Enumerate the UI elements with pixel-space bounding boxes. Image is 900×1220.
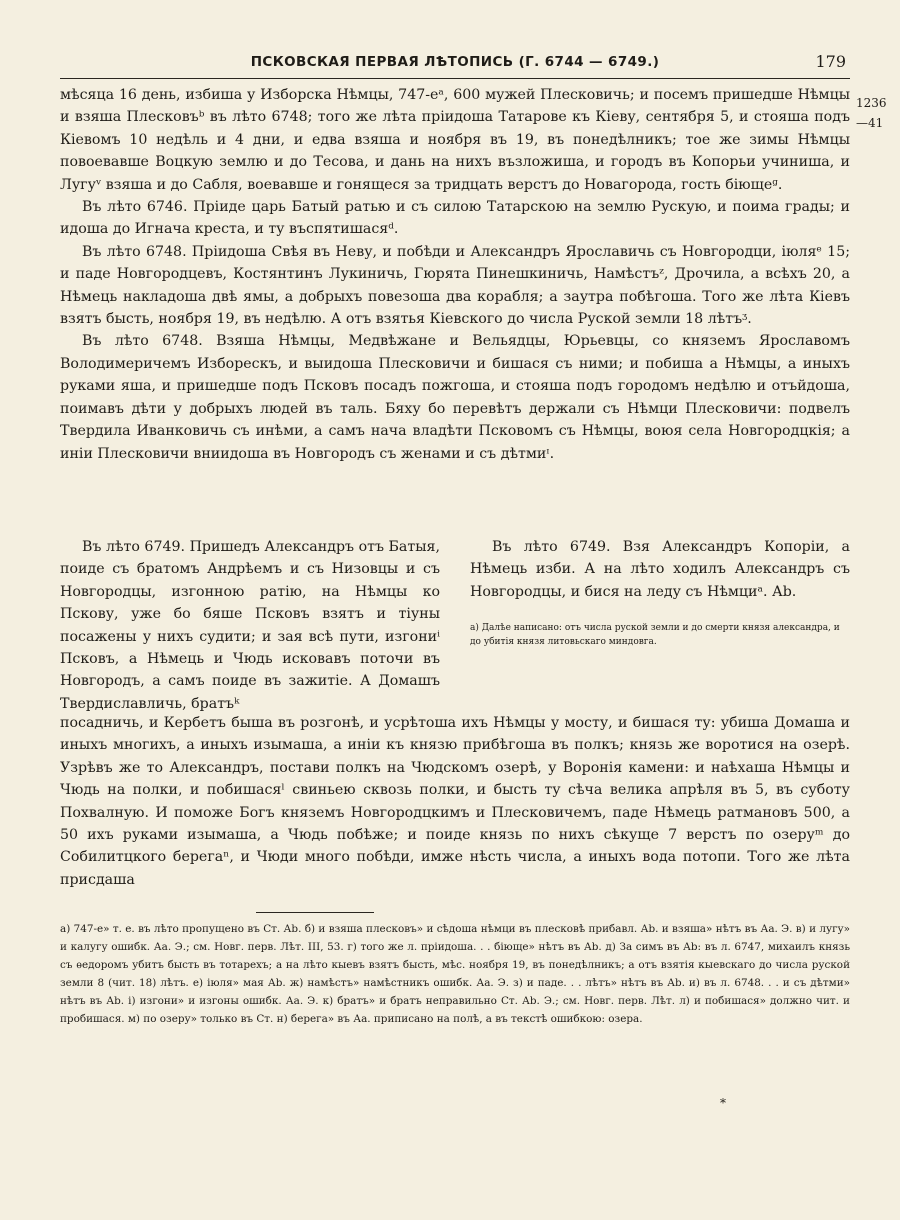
paragraph-3: Въ лѣто 6748. Прiидоша Свѣя въ Неву, и побѣди и Александръ Ярославичь съ Новгородци, iюляᵉ 15; и паде Новгородцевъ, Костянтинъ Лукиничь, Гюрята Пинешкиничь, Намѣстъᶻ, Дрочила, а всѣхъ 20, а Нѣмець накладоша двѣ ямы, а добрыхъ повезоша два корабля; а заутра побѣгоша. Того же лѣта Кiевъ взятъ бысть, ноября 19, въ недѣлю. А отъ взятья Кiевского до числа Руской земли 18 лѣтъᶾ. [60,243,850,328]
page-number: 179 [815,52,846,71]
margin-year-1: 1236 [856,96,887,110]
paragraph-2: Въ лѣто 6746. Прiиде царь Батый ратью и съ силою Татарскою на землю Рускую, и поима грады; и идоша до Игнача креста, и ту въспятишасяᵈ. [60,199,850,238]
running-title: ПСКОВСКАЯ ПЕРВАЯ ЛѢТОПИСЬ (Г. 6744 — 6749.) [250,54,660,70]
right-column-note: а) Далѣе написано: отъ числа руской земли и до смерти князя александра, и до убитiя князя литовьскаго миндовга. [470,623,840,648]
footnote-rule [256,912,374,913]
footnote-block: а) 747-е» т. е. въ лѣто пропущено въ Ст. Аb. б) и взяша плесковъ» и сѣдоша нѣмци въ плесковѣ прибавл. Аb. и взяша» нѣтъ въ Аа. Э. в) и лугу» и калугу ошибк. Аа. Э.; см. Новг. перв. Лѣт. III, 53. г) того же л. прiидоша. . . бiюще» нѣтъ въ Аb. д) За симъ въ Аb: въ л. 6747, михаилъ князь съ ѳедоромъ убитъ бысть въ тотарехъ; а на лѣто кыевъ взятъ бысть, мѣс. ноября 19, въ понедѣлникъ; а отъ взятiя кыевскаго до числа руской земли 8 (чит. 18) лѣтъ. е) iюля» мая Аb. ж) намѣстъ» намѣстникъ ошибк. Аа. Э. з) и паде. . . лѣтъ» нѣтъ въ Аb. и) въ л. 6748. . . и съ дѣтми» нѣтъ въ Аb. i) изгони» и изгоны ошибк. Аа. Э. к) братъ» и братъ неправильно Ст. Аb. Э.; см. Новг. перв. Лѣт. л) и побишася» должно чит. и пробишася. м) по озеру» только въ Ст. н) берега» въ Аа. приписано на полѣ, а въ текстѣ ошибкою: озера. [60,923,850,1025]
paragraph-bottom: посадничь, и Кербетъ быша въ розгонѣ, и усрѣтоша ихъ Нѣмцы у мосту, и бишася ту: убиша Домаша и иныхъ многихъ, а иныхъ изымаша, а инiи къ князю прибѣгоша въ полкъ; князь же воротися на озерѣ. Узрѣвъ же то Александръ, постави полкъ на Чюдскомъ озерѣ, у Воронiя камени: и наѣхаша Нѣмцы и Чюдь на полки, и побишасяˡ свиньею сквозь полки, и бысть ту сѣча велика апрѣля въ 5, въ суботу Похвалную. И поможе Богъ княземъ Новгородцкимъ и Плесковичемъ, паде Нѣмець ратмановъ 500, а 50 ихъ руками изымаша, а Чюдь побѣже; и поиде князь по нихъ сѣкуще 7 верстъ по озеруᵐ до Собилитцкого берегаⁿ, и Чюди много побѣди, имже нѣсть числа, а иныхъ вода потопи. Того же лѣта присдаша [60,715,850,888]
paragraph-4: Въ лѣто 6748. Взяша Нѣмцы, Медвѣжане и Вельядцы, Юрьевцы, со княземъ Ярославомъ Володимеричемъ Изборескъ, и выидоша Плесковичи и бишася съ ними; и побиша а Нѣмцы, а иныхъ руками яша, и пришедше подъ Псковъ посадъ пожгоша, и стояша подъ городомъ недѣлю и отъйдоша, поимавъ дѣти у добрыхъ людей въ таль. Бяху бо перевѣтъ держали съ Нѣмци Плесковичи: подвелъ Твердила Иванковичь съ инѣми, а самъ нача владѣти Псковомъ съ Нѣмцы, воюя села Новгородцкiя; а инiи Плесковичи вниидоша въ Новгородъ съ женами и съ дѣтмиᶦ. [60,333,850,462]
end-mark: * [720,1096,726,1110]
two-column-section [60,536,850,712]
main-text-bottom [60,712,850,891]
left-column [60,536,440,715]
right-column-text: Въ лѣто 6749. Взя Александръ Копорiи, а Нѣмець изби. А на лѣто ходилъ Александръ съ Новгородцы, и бися на леду съ Нѣмциᵃ. Аb. [470,539,850,600]
left-column-text: Въ лѣто 6749. Пришедъ Александръ отъ Батыя, поиде съ братомъ Андрѣемъ и съ Низовцы и съ Новгородцы, изгонною ратiю, на Нѣмцы ко Пскову, уже бо бяше Псковъ взятъ и тiуны посажены у нихъ судити; и зая всѣ пути, изгониⁱ Псковъ, а Нѣмець и Чюдь исковавъ поточи въ Новгородъ, а самъ поиде въ зажитiе. А Домашъ Твердиславличь, братъᵏ [60,539,440,712]
footnotes [60,920,850,1028]
margin-year-2: —41 [856,116,884,130]
page-header [60,48,850,79]
paragraph-1: мѣсяца 16 день, избиша у Изборска Нѣмцы, 747-еᵃ, 600 мужей Плесковичь; и посемъ пришедше Нѣмцы и взяша Плесковъᵇ въ лѣто 6748; того же лѣта прiидоша Татарове къ Кiеву, сентября 5, и стояша подъ Кiевомъ 10 недѣль и 4 дни, и едва взяша и ноября въ 19, въ понедѣлникъ; тое же зимы Нѣмцы повоевавше Воцкую землю и до Тесова, и дань на нихъ възложиша, и городъ въ Копорьи учиниша, и Лугуᵛ взяша и до Сабля, воевавше и гонящеся за тридцать верстъ до Новагорода, гость бiющеᵍ. [60,87,850,193]
right-column [470,536,850,649]
main-text-top [60,84,850,465]
